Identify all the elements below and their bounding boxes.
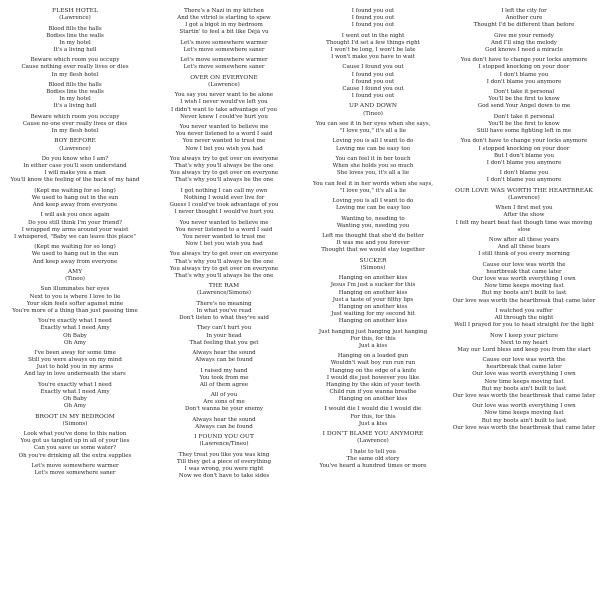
lyric-line: I found you out xyxy=(351,71,395,78)
lyrics-column-4 xyxy=(450,8,598,432)
lyric-line: Our love was worth everything I own xyxy=(472,371,576,378)
lyric-line: Let's move somewhere warmer xyxy=(31,462,119,469)
lyric-line: (Tineo) xyxy=(363,110,383,117)
lyric-line: Exactly what I need Amy xyxy=(40,325,110,332)
lyric-line: We used to hang out in the sun xyxy=(31,251,119,258)
lyric-line: Thought I'd be different than before xyxy=(473,22,575,29)
lyric-line: Our love was worth everything I own xyxy=(472,276,576,283)
lyric-line: Beware which room you occupy xyxy=(30,57,120,64)
lyric-line: You're more of a thing than just passing time xyxy=(12,307,138,314)
lyric-line: Hanging by the skin of your teeth xyxy=(326,381,420,388)
lyric-line: Hanging on a loaded gun xyxy=(337,353,409,360)
lyric-line: Another cure xyxy=(505,15,543,22)
lyric-line: Cause no one ever really lives or dies xyxy=(22,120,128,127)
lyric-line: You don't have to change your locks anymore xyxy=(460,138,588,145)
lyric-line: You always try to get over on everyone xyxy=(169,155,279,162)
lyric-line: You never listened to a word I said xyxy=(175,226,273,233)
lyric-line: Cause our love was worth the xyxy=(482,357,566,364)
lyric-line: It's a living hell xyxy=(53,103,97,110)
lyric-line: I will ask you once again xyxy=(40,212,110,219)
song-title: SUCKER xyxy=(359,257,387,264)
lyric-line: Exactly what I need Amy xyxy=(40,388,110,395)
song-title: I DON'T BLAME YOU ANYMORE xyxy=(322,431,424,438)
lyric-line: Loving me can be easy too xyxy=(335,145,411,152)
lyric-line: May our Lord bless and keep you from the start xyxy=(457,346,591,353)
lyric-line: I still think of you every morning xyxy=(478,251,570,258)
lyric-line: You'll know the feeling of the back of my hand xyxy=(10,177,140,184)
lyric-line: Nothing I would ever live for xyxy=(183,194,265,201)
lyric-line: Oh Amy xyxy=(63,403,87,410)
lyric-line: I watched you suffer xyxy=(495,307,553,314)
lyric-line: Well I prayed for you to head straight for the light xyxy=(454,322,594,329)
lyric-line: Let's move somewhere warmer xyxy=(180,39,268,46)
lyric-line: You're exactly what I need xyxy=(38,381,112,388)
lyric-line: Look what you've done to this nation xyxy=(23,431,127,438)
lyric-line: God knows I need a miracle xyxy=(485,46,563,53)
lyric-line: (Lawrence) xyxy=(508,194,540,201)
lyric-line: But my boots ain't built to last xyxy=(481,417,567,424)
lyric-line: You never wanted to believe me xyxy=(179,219,269,226)
lyric-line: Do you still think I'm your friend? xyxy=(27,219,123,226)
lyric-line: Let's move somewhere saner xyxy=(34,470,116,477)
lyric-line: I found you out xyxy=(351,8,395,14)
lyric-line: Bodies line the walls xyxy=(46,32,104,39)
lyric-line: You always try to get over on everyone xyxy=(169,251,279,258)
lyric-line: Always hear the sound xyxy=(192,416,256,423)
lyric-line: (Lawrence) xyxy=(59,145,91,152)
lyric-line: I don't blame you anymore xyxy=(486,78,562,85)
lyric-line: There's no meaning xyxy=(196,300,252,307)
lyric-line: Cause I found you out xyxy=(342,64,404,71)
lyric-line: Hanging on another kiss xyxy=(338,289,408,296)
lyric-line: I left the city for xyxy=(501,8,547,14)
lyric-line: Blood fills the halls xyxy=(48,25,102,32)
lyric-line: All of you xyxy=(210,392,238,399)
lyric-line: Child run if you wanna breathe xyxy=(329,388,417,395)
lyric-line: Give me your remedy xyxy=(494,32,554,39)
lyric-line: I raised my hand xyxy=(200,367,248,374)
lyric-line: Just to hold you in my arms xyxy=(36,364,114,371)
lyric-line: You took from me xyxy=(199,374,249,381)
lyric-line: For this, for this xyxy=(350,413,396,420)
lyric-line: That feeling that you get xyxy=(189,339,259,346)
lyric-line: Still have some fighting left in me xyxy=(476,128,572,135)
lyric-line: They treat you like you was king xyxy=(178,451,270,458)
lyric-line: Just a kiss xyxy=(358,342,388,349)
lyric-line: They can't hurt you xyxy=(196,325,252,332)
lyric-line: I got a bigot in my bedroom xyxy=(185,22,263,29)
lyric-line: I don't blame you xyxy=(499,71,549,78)
lyric-line: Sun illuminates her eyes xyxy=(40,286,110,293)
lyric-line: Loving you is all I want to do xyxy=(332,198,414,205)
lyric-line: I stopped knocking on your door xyxy=(478,64,570,71)
lyric-line: (Tineo) xyxy=(65,276,85,283)
song-title: BROOT IN MY BEDROOM xyxy=(35,413,115,420)
lyric-line: In either case you'll soon understand xyxy=(23,163,127,170)
lyric-line: Wanting to, needing to xyxy=(341,215,405,222)
lyric-line: Now I bet you wish you had xyxy=(185,145,263,152)
lyric-line: You've heard a hundred times or more xyxy=(319,462,427,469)
lyric-line: Loving me can be easy too xyxy=(335,205,411,212)
lyric-line: (Lawrence/Tineo) xyxy=(199,441,249,448)
lyric-line: It's a living hell xyxy=(53,46,97,53)
lyric-line: You never wanted to trust me xyxy=(182,233,266,240)
lyric-line: I don't blame you anymore xyxy=(486,177,562,184)
lyric-line: (Simons) xyxy=(360,264,386,271)
lyric-line: Bodies line the walls xyxy=(46,89,104,96)
lyric-line: Oh Amy xyxy=(63,339,87,346)
lyric-line: Loving you is all I want to do xyxy=(332,138,414,145)
lyric-line: Always can be found xyxy=(195,357,253,364)
lyric-line: Hanging on another kiss xyxy=(338,396,408,403)
lyric-line: In what you've read xyxy=(196,307,252,314)
lyric-line: Thought I'd set a few things right xyxy=(326,39,420,46)
lyric-line: Now time keeps moving fast xyxy=(484,410,564,417)
lyric-line: I found you out xyxy=(351,78,395,85)
lyric-line: heartbreak that came later xyxy=(486,364,562,371)
lyric-line: Are sons of me xyxy=(203,399,245,406)
lyric-line: She loves you, it's all a lie xyxy=(336,170,410,177)
lyric-line: Just waiting for my second hit xyxy=(331,311,415,318)
lyric-line: Always hear the sound xyxy=(192,350,256,356)
lyric-line: I stopped knocking on your door xyxy=(478,145,570,152)
lyric-line: Now after all these years xyxy=(488,237,560,244)
lyric-line: I've been away for some time xyxy=(34,350,116,356)
lyric-line: That's why you'll always be the one xyxy=(174,272,274,279)
lyric-line: Don't take it personal xyxy=(493,89,555,96)
lyric-line: There's a Nazi in my kitchen xyxy=(184,8,264,14)
lyric-line: I found you out xyxy=(351,93,395,100)
lyric-line: I felt my heart beat fast though time was moving xyxy=(455,219,593,226)
lyric-line: Let's move somewhere saner xyxy=(183,46,265,53)
lyric-line: In my hotel xyxy=(59,39,91,46)
lyric-line: In my hotel xyxy=(59,96,91,103)
lyric-line: That's why you'll always be the one xyxy=(174,258,274,265)
lyric-line: When she holds you so much xyxy=(332,163,414,170)
lyric-line: In my flesh hotel xyxy=(51,128,99,135)
lyric-line: slow xyxy=(517,226,531,233)
lyric-line: That's why you'll always be the one xyxy=(174,163,274,170)
lyric-line: I didn't want to take advantage of you xyxy=(170,106,278,113)
lyric-line: Let's move somewhere saner xyxy=(183,64,265,71)
lyric-line: I don't blame you xyxy=(499,170,549,177)
lyric-line: I never thought I would've hurt you xyxy=(174,209,274,216)
lyric-line: (Lawrence) xyxy=(59,15,91,22)
lyric-line: Oh you're drinking all the extra supplies xyxy=(18,452,132,459)
lyric-line: And all these tears xyxy=(497,244,551,251)
lyric-line: After the show xyxy=(503,212,545,219)
lyric-line: Jesus I'm just a sucker for this xyxy=(330,282,416,289)
lyric-line: Left me thought that she'd do better xyxy=(322,233,424,240)
lyric-line: You can feel it in her touch xyxy=(335,155,411,162)
lyric-line: All through the night xyxy=(494,315,554,321)
lyric-line: I won't make you have to wait xyxy=(331,54,415,61)
lyric-line: Our love was worth the heartbreak that came later xyxy=(452,392,596,399)
song-title: OVER ON EVERYONE xyxy=(190,74,258,81)
lyric-line: I would die just however you like xyxy=(326,374,420,381)
lyric-line: Your skin feels softer against mine xyxy=(26,300,124,307)
lyric-line: I got nothing I can call my own xyxy=(180,187,268,194)
lyric-line: Just a kiss xyxy=(358,420,388,427)
lyric-line: You can feel it in her words when she says, xyxy=(312,180,434,187)
lyric-line: Our love was worth the heartbreak that came later xyxy=(452,297,596,304)
lyric-line: Cause I found you out xyxy=(342,85,404,92)
lyric-line: Can you save us some water? xyxy=(33,445,117,452)
lyric-line: "I love you," it's all a lie xyxy=(339,187,407,194)
lyric-line: Just a taste of your filthy lips xyxy=(332,296,414,303)
lyric-line: I whispered, "Baby we can leave this place" xyxy=(14,233,136,240)
lyric-line: (Simons) xyxy=(62,420,88,427)
lyric-line: Next to you is where I love to lie xyxy=(29,293,121,300)
lyric-line: (Kept me waiting for so long) xyxy=(34,244,116,251)
lyric-line: But my boots ain't built to last xyxy=(481,290,567,297)
lyric-line: And keep away from everyone xyxy=(32,202,118,209)
lyric-line: Till they get a piece of everything xyxy=(177,458,271,465)
lyric-line: And lay in love underneath the stars xyxy=(24,371,126,378)
lyric-line: Let's move somewhere warmer xyxy=(180,57,268,64)
lyric-line: God send Your Angel down to me xyxy=(477,103,571,110)
lyric-line: (Lawrence/Simons) xyxy=(197,290,251,297)
lyric-line: Next to my heart xyxy=(500,339,548,346)
lyric-line: Cause nothing ever really lives or dies xyxy=(21,64,129,71)
lyric-line: I will make you a man xyxy=(44,170,106,177)
lyric-line: Now I bet you wish you had xyxy=(185,241,263,248)
lyric-line: And keep away from everyone xyxy=(32,258,118,265)
lyric-line: It was me and you forever xyxy=(336,240,410,247)
lyric-line: Hanging on another kiss xyxy=(338,318,408,325)
lyric-line: Wouldn't wait boy run run run xyxy=(330,360,416,367)
lyric-line: You got us tangled up in all of your lies xyxy=(20,438,130,445)
lyric-line: I don't blame you anymore xyxy=(486,159,562,166)
lyric-line: I would die I would die I would die xyxy=(324,406,422,413)
lyric-line: Don't wanna be your enemy xyxy=(184,406,264,413)
lyric-line: "I love you," it's all a lie xyxy=(339,128,407,135)
lyric-line: I hate to tell you xyxy=(350,448,396,455)
lyric-line: Now time keeps moving fast xyxy=(484,378,564,385)
lyric-line: I went out in the night xyxy=(341,32,405,39)
lyric-line: Thought that we would stay together xyxy=(321,247,425,254)
lyric-line: I was wrong, you were right xyxy=(184,466,264,473)
lyric-line: Blood fills the halls xyxy=(48,81,102,88)
lyric-line: Now I keep your picture xyxy=(490,332,558,339)
lyric-line: In your head xyxy=(206,332,242,339)
lyric-line: Our love was worth the heartbreak that came later xyxy=(452,424,596,431)
lyric-line: Hanging on another kiss xyxy=(338,303,408,310)
lyric-line: Don't take it personal xyxy=(493,113,555,120)
lyric-line: You can see it in her eyes when she says, xyxy=(315,120,431,127)
lyric-line: And the vitriol is starting to spew xyxy=(177,15,271,22)
lyrics-column-3 xyxy=(299,8,447,470)
lyric-line: You always try to get over on everyone xyxy=(169,265,279,272)
lyric-line: You say you never want to be alone xyxy=(174,92,274,99)
lyric-line: (Lawrence) xyxy=(357,438,389,445)
lyric-line: Wanting you, needing you xyxy=(336,222,410,229)
lyric-line: You never wanted to trust me xyxy=(182,138,266,145)
lyric-line: You never listened to a word I said xyxy=(175,131,273,138)
lyric-line: In my flesh hotel xyxy=(51,71,99,78)
lyric-line: heartbreak that came later xyxy=(486,268,562,275)
lyric-line: You always try to get over on everyone xyxy=(169,170,279,177)
lyric-line: But I don't blame you xyxy=(493,152,555,159)
lyrics-column-1 xyxy=(1,8,149,477)
lyric-line: Hanging on another kiss xyxy=(338,275,408,282)
lyric-line: (Kept me waiting for so long) xyxy=(34,187,116,194)
lyric-line: Hanging on the edge of a knife xyxy=(329,367,417,374)
lyric-line: (Lawrence) xyxy=(208,81,240,88)
lyric-line: I won't be long, I won't be late xyxy=(330,46,416,53)
lyric-line: Startin' to feel a bit like Déjà vu xyxy=(179,29,269,36)
lyric-line: You'll be the first to know xyxy=(488,120,560,127)
lyric-line: Now time keeps moving fast xyxy=(484,283,564,290)
song-title: THE RAM xyxy=(208,283,240,290)
lyric-line: You'll be the first to know xyxy=(488,96,560,103)
lyric-line: Just hanging just hanging just hanging xyxy=(318,328,428,335)
lyric-line: We used to hang out in the sun xyxy=(31,194,119,201)
lyric-line: You don't have to change your locks anymore xyxy=(460,57,588,64)
lyric-line: Still you were always on my mind xyxy=(28,357,122,364)
lyric-line: Now we don't have to take sides xyxy=(178,473,270,480)
lyric-line: You're exactly what I need xyxy=(38,318,112,325)
lyric-line: I found you out xyxy=(351,22,395,29)
lyric-line: The same old story xyxy=(346,455,400,462)
lyric-line: All of them agree xyxy=(199,381,249,388)
lyric-line: Don't listen to what they've said xyxy=(179,315,269,321)
lyric-line: Do you know who I am? xyxy=(41,155,109,162)
lyric-line: Never knew I could've hurt you xyxy=(180,113,268,120)
lyric-line: Oh Baby xyxy=(63,396,87,403)
lyric-line: I found you out xyxy=(351,15,395,22)
lyric-line: But my boots ain't built to last xyxy=(481,385,567,392)
song-title: FLESH HOTEL xyxy=(51,8,98,14)
song-title: UP AND DOWN xyxy=(348,103,398,110)
lyrics-column-2 xyxy=(150,8,298,480)
lyric-line: And I'll sing the melody xyxy=(490,39,558,46)
lyric-line: You never wanted to believe me xyxy=(179,124,269,131)
lyric-line: For this, for this xyxy=(350,335,396,342)
lyric-line: I wrapped my arms around your waist xyxy=(21,226,129,233)
song-title: I FOUND YOU OUT xyxy=(194,434,254,441)
lyric-line: Our love was worth everything I own xyxy=(472,403,576,410)
lyric-line: Always can be found xyxy=(195,423,253,430)
lyric-line: Guess I could've took advantage of you xyxy=(169,202,279,209)
song-title: OUR LOVE WAS WORTH THE HEARTBREAK xyxy=(455,187,593,194)
song-title: BOY BEFORE xyxy=(54,138,96,145)
lyric-line: I wish I never would've left you xyxy=(180,99,268,106)
lyric-line: That's why you'll always be the one xyxy=(174,177,274,184)
lyric-line: Oh Baby xyxy=(63,332,87,339)
lyric-line: When I first met you xyxy=(495,205,553,212)
song-title: AMY xyxy=(67,268,83,275)
lyric-line: Beware which room you occupy xyxy=(30,113,120,120)
lyric-line: Cause our love was worth the xyxy=(482,261,566,268)
